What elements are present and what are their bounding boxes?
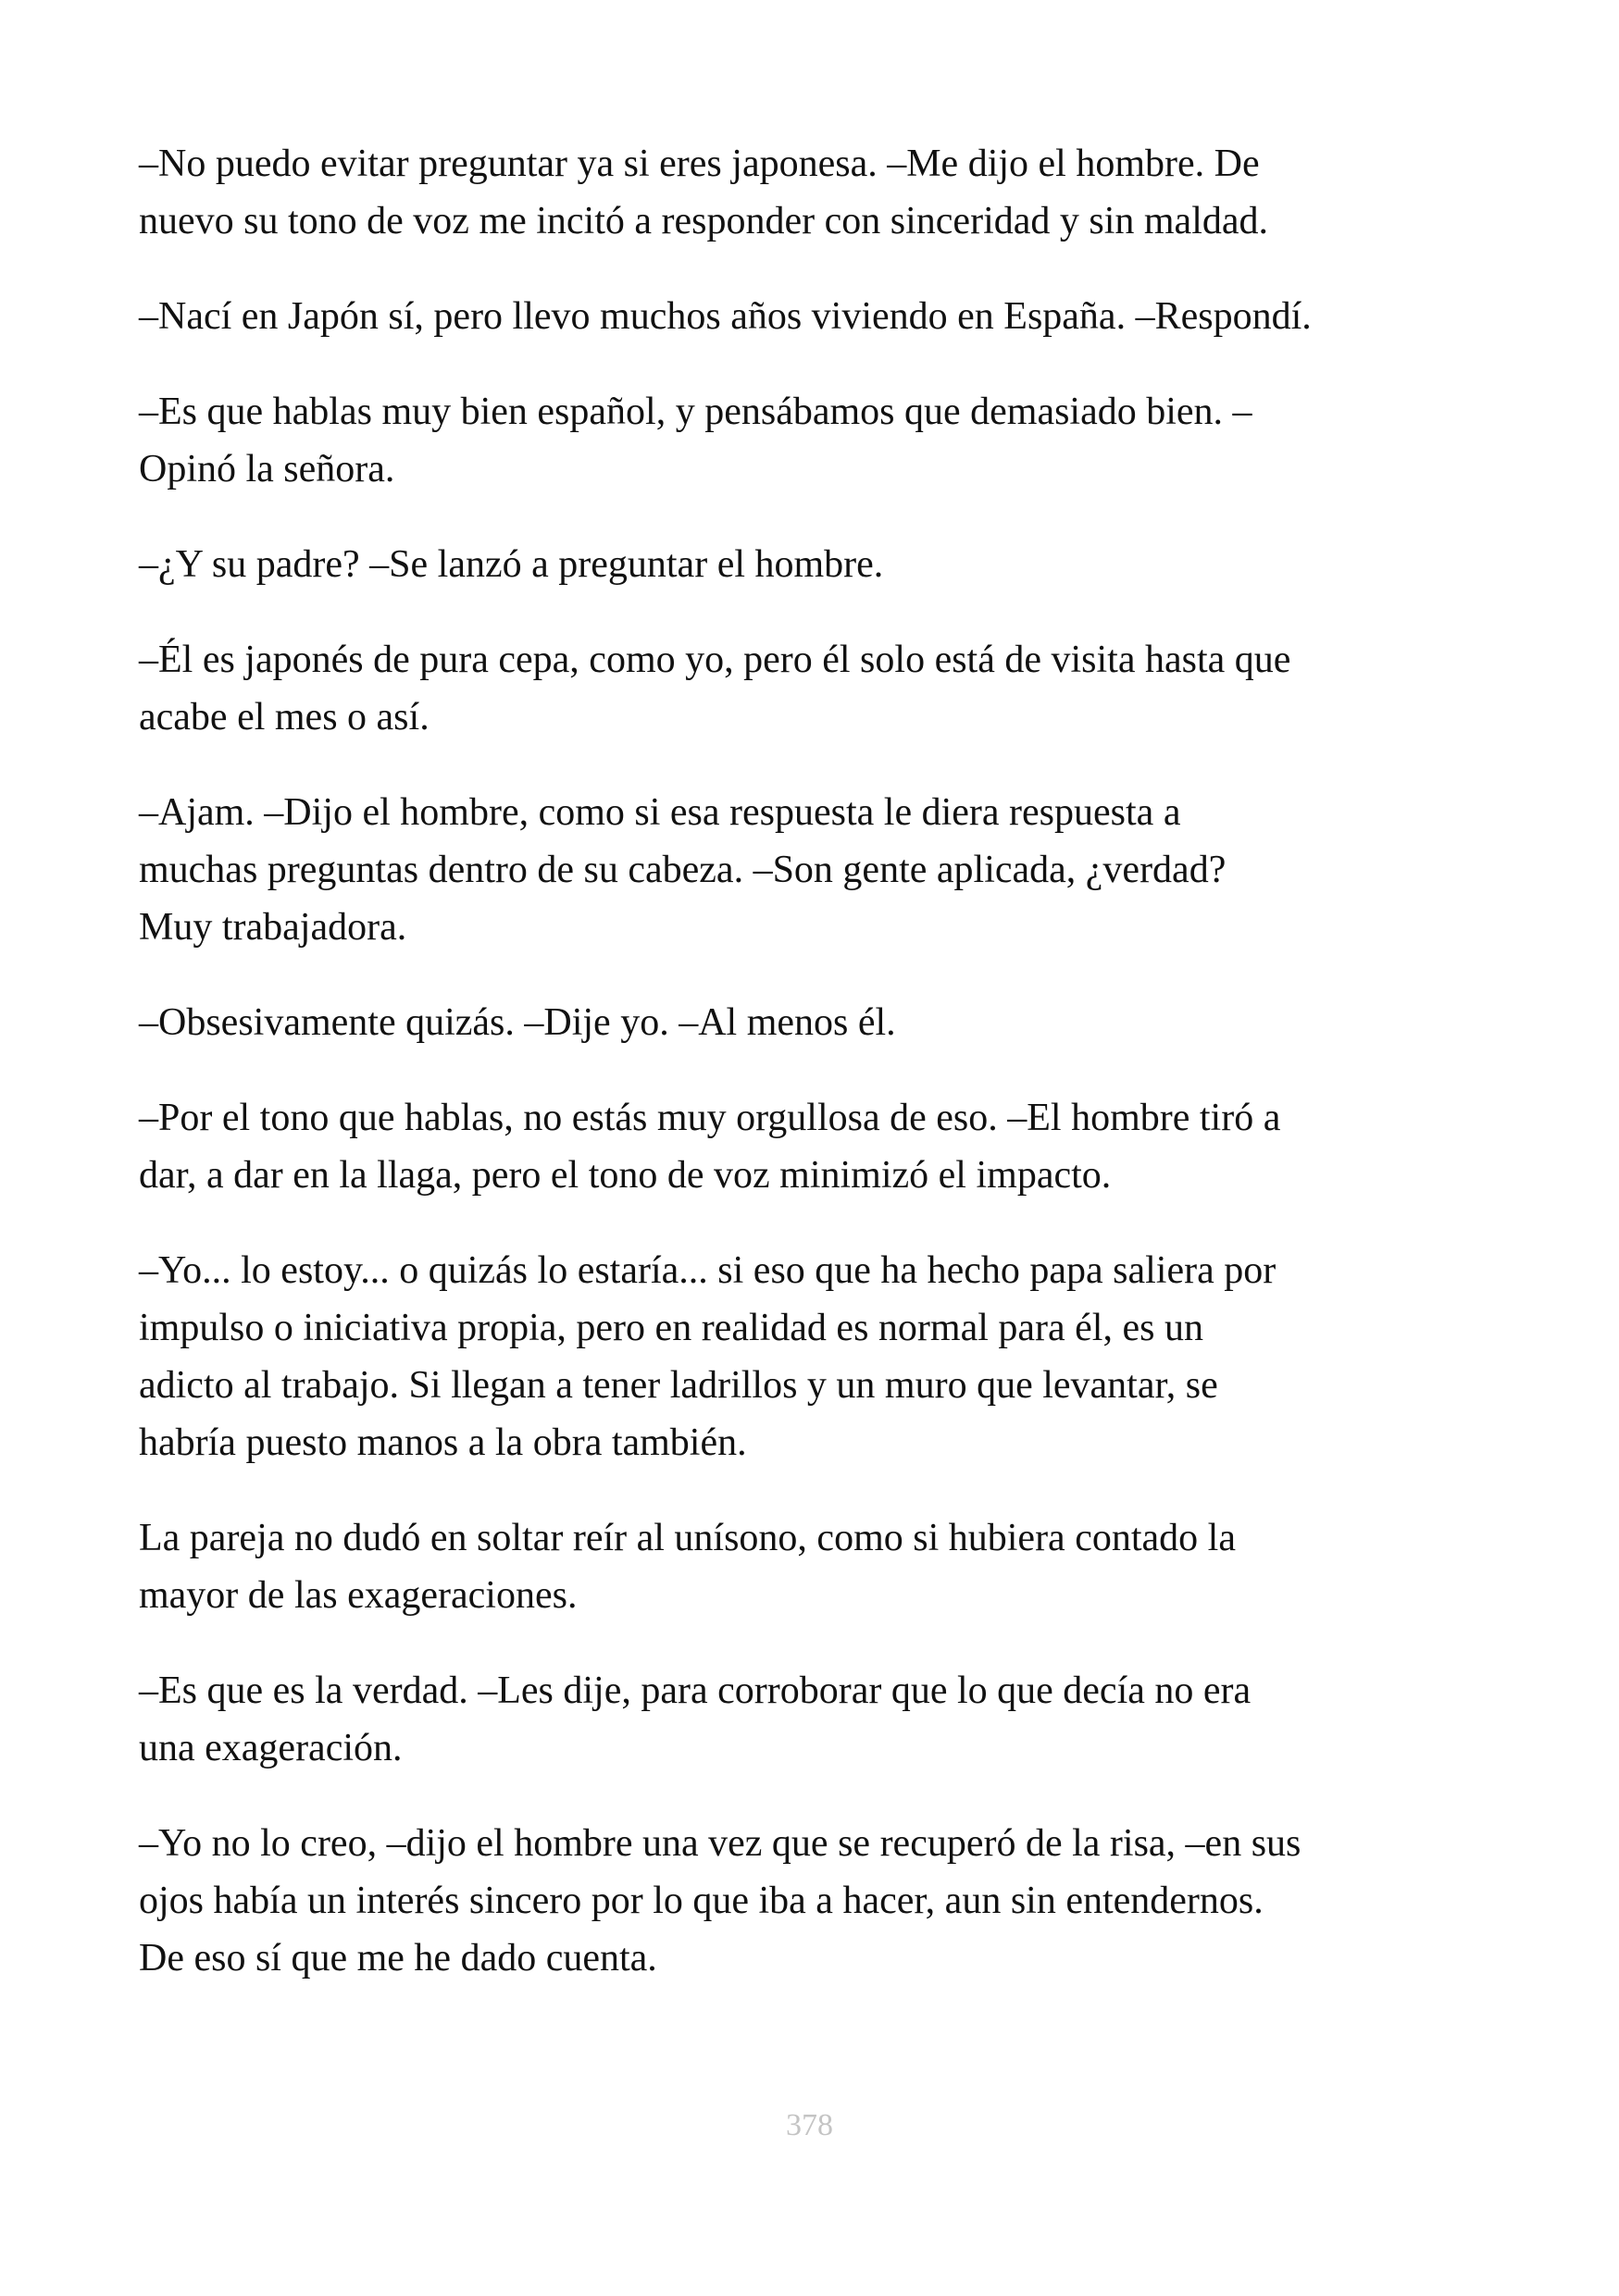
- text-line: De eso sí que me he dado cuenta.: [139, 1937, 657, 1980]
- text-line: –Es que hablas muy bien español, y pensábamos que demasiado bien. –: [139, 391, 1252, 433]
- text-line: dar, a dar en la llaga, pero el tono de voz minimizó el impacto.: [139, 1154, 1112, 1197]
- text-line: –Por el tono que hablas, no estás muy orgullosa de eso. –El hombre tiró a: [139, 1097, 1281, 1139]
- paragraph: [139, 1815, 1486, 1987]
- paragraph: [139, 135, 1486, 250]
- page-number: 378: [786, 2108, 833, 2142]
- paragraph: [139, 631, 1486, 746]
- paragraph: [139, 1242, 1486, 1471]
- text-line: nuevo su tono de voz me incitó a responder con sinceridad y sin maldad.: [139, 200, 1269, 242]
- text-line: –Obsesivamente quizás. –Dije yo. –Al menos él.: [139, 1001, 896, 1044]
- text-line: acabe el mes o así.: [139, 696, 430, 738]
- text-line: impulso o iniciativa propia, pero en realidad es normal para él, es un: [139, 1307, 1203, 1349]
- text-line: habría puesto manos a la obra también.: [139, 1421, 747, 1464]
- text-line: –¿Y su padre? –Se lanzó a preguntar el hombre.: [139, 543, 884, 586]
- text-line: Muy trabajadora.: [139, 906, 407, 949]
- text-line: –Es que es la verdad. –Les dije, para corroborar que lo que decía no era: [139, 1669, 1252, 1712]
- text-line: La pareja no dudó en soltar reír al unísono, como si hubiera contado la: [139, 1517, 1236, 1559]
- text-line: Opinó la señora.: [139, 448, 395, 490]
- text-line: adicto al trabajo. Si llegan a tener ladrillos y un muro que levantar, se: [139, 1364, 1218, 1407]
- text-line: muchas preguntas dentro de su cabeza. –Son gente aplicada, ¿verdad?: [139, 849, 1227, 891]
- page-body: [139, 135, 1486, 2025]
- text-line: –Nací en Japón sí, pero llevo muchos años viviendo en España. –Respondí.: [139, 295, 1312, 338]
- paragraph: [139, 288, 1486, 345]
- paragraph: [139, 784, 1486, 956]
- paragraph: [139, 536, 1486, 593]
- text-line: –Él es japonés de pura cepa, como yo, pero él solo está de visita hasta que: [139, 639, 1291, 681]
- text-line: una exageración.: [139, 1727, 403, 1769]
- paragraph: [139, 1662, 1486, 1777]
- text-line: ojos había un interés sincero por lo que iba a hacer, aun sin entendernos.: [139, 1880, 1264, 1922]
- paragraph: [139, 994, 1486, 1051]
- text-line: –Yo... lo estoy... o quizás lo estaría... si eso que ha hecho papa saliera por: [139, 1249, 1277, 1292]
- paragraph: [139, 383, 1486, 498]
- text-line: –Ajam. –Dijo el hombre, como si esa respuesta le diera respuesta a: [139, 791, 1181, 834]
- paragraph: [139, 1089, 1486, 1204]
- paragraph: [139, 1509, 1486, 1624]
- text-line: –Yo no lo creo, –dijo el hombre una vez que se recuperó de la risa, –en sus: [139, 1822, 1301, 1865]
- text-line: –No puedo evitar preguntar ya si eres japonesa. –Me dijo el hombre. De: [139, 143, 1260, 185]
- text-line: mayor de las exageraciones.: [139, 1574, 578, 1617]
